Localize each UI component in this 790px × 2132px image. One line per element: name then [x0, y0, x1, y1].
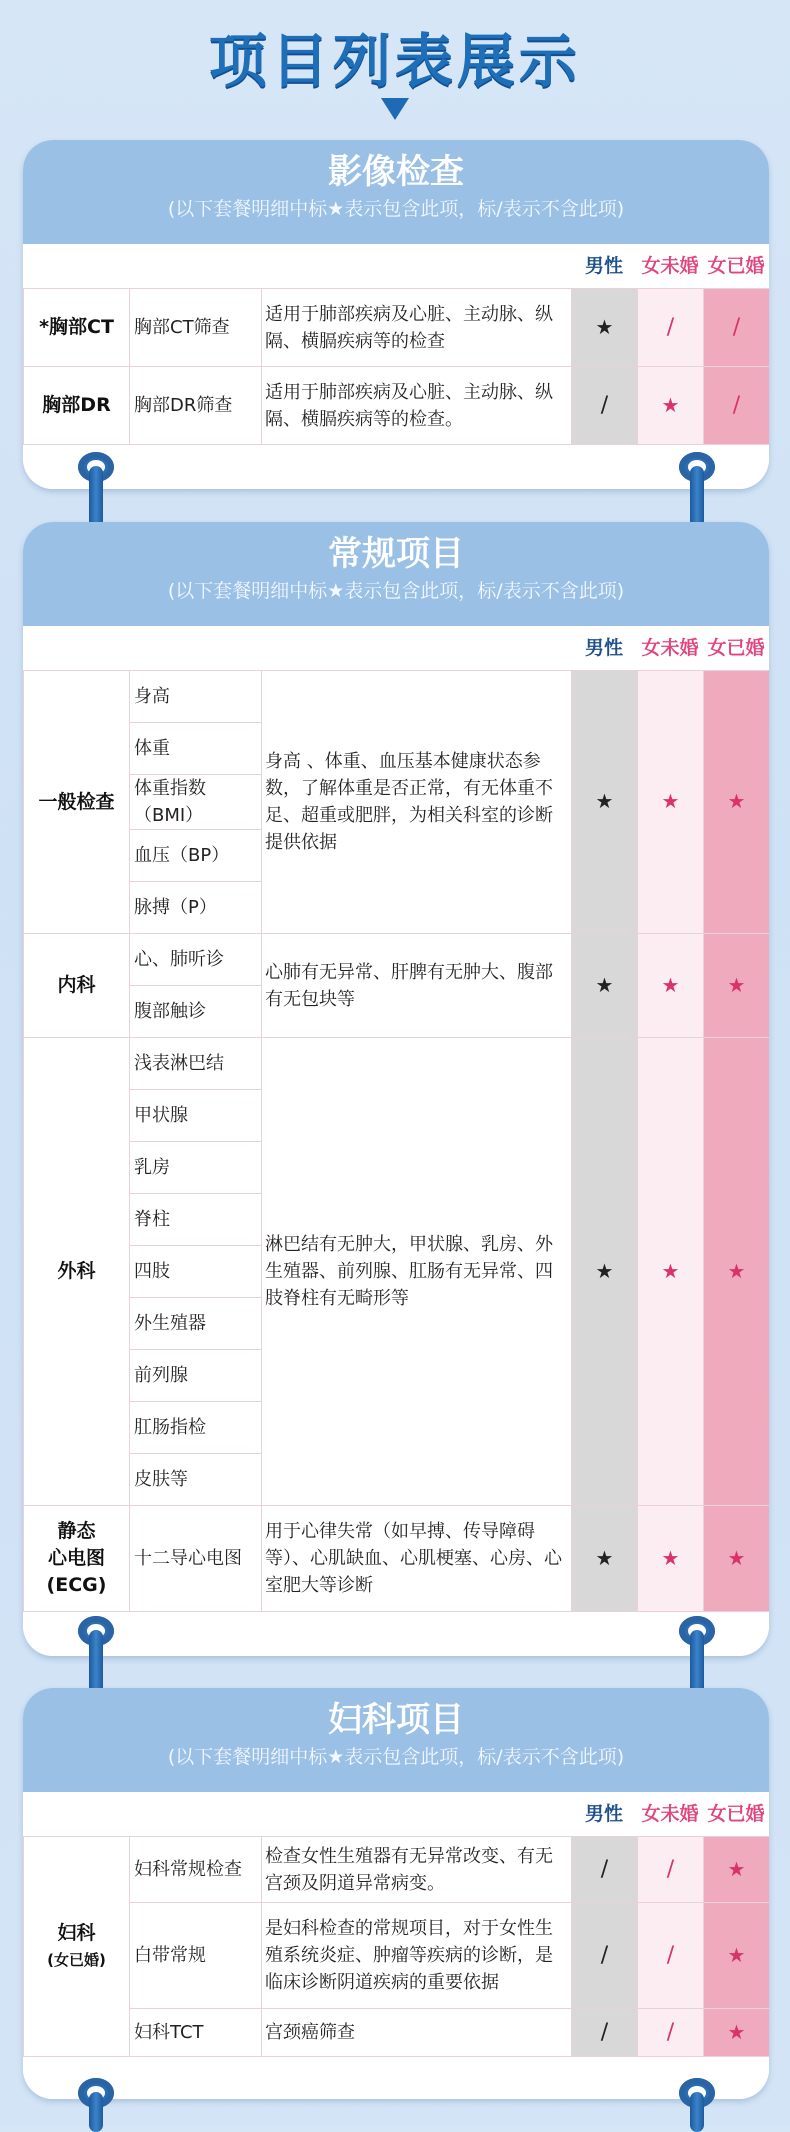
- item-cell: 前列腺: [130, 1350, 262, 1402]
- binder-bar: [89, 2092, 103, 2132]
- gynecology-card: [23, 1688, 769, 2099]
- description-cell: 身高 、体重、血压基本健康状态参数，了解体重是否正常，有无体重不足、超重或肥胖，为相关科室的诊断提供依据: [262, 671, 572, 934]
- item-cell: 血压（BP）: [130, 830, 262, 882]
- star-icon: ★: [595, 972, 614, 997]
- card-header: [23, 522, 769, 626]
- column-female-single: 女未婚: [641, 255, 699, 277]
- imaging-card: [23, 140, 769, 489]
- category-cell: 一般检查: [24, 671, 130, 934]
- star-icon: ★: [595, 1545, 614, 1570]
- table-row: [24, 1837, 770, 1903]
- item-cell: 外生殖器: [130, 1298, 262, 1350]
- card-header: [23, 1688, 769, 1792]
- star-icon: ★: [661, 392, 680, 417]
- description-cell: 宫颈癌筛查: [262, 2009, 572, 2057]
- star-icon: ★: [727, 1258, 746, 1283]
- section-subtitle: (以下套餐明细中标★表示包含此项，标/表示不含此项): [167, 198, 625, 220]
- card-header: [23, 140, 769, 244]
- item-cell: 四肢: [130, 1246, 262, 1298]
- item-cell: 体重指数（BMI）: [130, 775, 262, 830]
- category-cell: *胸部CT: [24, 289, 130, 367]
- imaging-table: [23, 288, 769, 445]
- section-subtitle: (以下套餐明细中标★表示包含此项，标/表示不含此项): [167, 1746, 625, 1768]
- category-cell: 静态 心电图 (ECG): [24, 1506, 130, 1612]
- description-cell: 是妇科检查的常规项目，对于女性生殖系统炎症、肿瘤等疾病的诊断，是临床诊断阴道疾病的重要依据: [262, 1903, 572, 2009]
- item-cell: 十二导心电图: [130, 1506, 262, 1612]
- table-row: [24, 671, 770, 723]
- table-row: [24, 1903, 770, 2009]
- item-cell: 妇科常规检查: [130, 1837, 262, 1903]
- slash-icon: /: [600, 1942, 609, 1968]
- slash-icon: /: [600, 392, 609, 418]
- column-female-married: 女已婚: [707, 1803, 765, 1825]
- column-female-single: 女未婚: [641, 1803, 699, 1825]
- routine-card: [23, 522, 769, 1656]
- slash-icon: /: [666, 1856, 675, 1882]
- item-cell: 妇科TCT: [130, 2009, 262, 2057]
- item-cell: 脉搏（P）: [130, 882, 262, 934]
- section-title: 常规项目: [328, 534, 464, 574]
- binder-bar: [690, 2092, 704, 2132]
- item-cell: 乳房: [130, 1142, 262, 1194]
- description-cell: 检查女性生殖器有无异常改变、有无宫颈及阴道异常病变。: [262, 1837, 572, 1903]
- star-icon: ★: [727, 2019, 746, 2044]
- table-row: [24, 1506, 770, 1612]
- star-icon: ★: [595, 314, 614, 339]
- table-row: [24, 2009, 770, 2057]
- column-male: 男性: [584, 1803, 623, 1825]
- item-cell: 胸部DR筛查: [130, 367, 262, 445]
- item-cell: 身高: [130, 671, 262, 723]
- description-cell: 适用于肺部疾病及心脏、主动脉、纵隔、横膈疾病等的检查: [262, 289, 572, 367]
- star-icon: ★: [661, 1258, 680, 1283]
- item-cell: 脊柱: [130, 1194, 262, 1246]
- slash-icon: /: [732, 392, 741, 418]
- item-cell: 体重: [130, 723, 262, 775]
- item-cell: 皮肤等: [130, 1454, 262, 1506]
- slash-icon: /: [600, 1856, 609, 1882]
- star-icon: ★: [727, 789, 746, 813]
- item-cell: 腹部触诊: [130, 986, 262, 1038]
- column-header: [23, 244, 769, 288]
- star-icon: ★: [727, 972, 746, 997]
- slash-icon: /: [732, 314, 741, 340]
- column-female-married: 女已婚: [707, 255, 765, 277]
- description-cell: 适用于肺部疾病及心脏、主动脉、纵隔、横膈疾病等的检查。: [262, 367, 572, 445]
- star-icon: ★: [727, 1942, 746, 1967]
- star-icon: ★: [661, 1545, 680, 1570]
- column-female-married: 女已婚: [707, 637, 765, 659]
- column-header: [23, 1792, 769, 1836]
- table-row: [24, 367, 770, 445]
- item-cell: 白带常规: [130, 1903, 262, 2009]
- star-icon: ★: [661, 972, 680, 997]
- category-cell: 妇科 (女已婚): [24, 1837, 130, 2057]
- section-subtitle: (以下套餐明细中标★表示包含此项，标/表示不含此项): [167, 580, 625, 602]
- item-cell: 浅表淋巴结: [130, 1038, 262, 1090]
- star-icon: ★: [595, 789, 614, 813]
- category-cell: 外科: [24, 1038, 130, 1506]
- table-row: [24, 1038, 770, 1090]
- page-title: 项目列表展示: [208, 27, 581, 95]
- slash-icon: /: [666, 2019, 675, 2045]
- item-cell: 肛肠指检: [130, 1402, 262, 1454]
- slash-icon: /: [666, 314, 675, 340]
- description-cell: 心肺有无异常、肝脾有无肿大、腹部有无包块等: [262, 934, 572, 1038]
- description-cell: 用于心律失常（如早搏、传导障碍等）、心肌缺血、心肌梗塞、心房、心室肥大等诊断: [262, 1506, 572, 1612]
- star-icon: ★: [727, 1545, 746, 1570]
- item-cell: 胸部CT筛查: [130, 289, 262, 367]
- item-cell: 心、肺听诊: [130, 934, 262, 986]
- slash-icon: /: [666, 1942, 675, 1968]
- table-row: [24, 289, 770, 367]
- table-row: [24, 934, 770, 986]
- section-title: 影像检查: [328, 152, 464, 192]
- slash-icon: /: [600, 2019, 609, 2045]
- routine-table: [23, 670, 769, 1612]
- star-icon: ★: [595, 1258, 614, 1283]
- column-header: [23, 626, 769, 670]
- description-cell: 淋巴结有无肿大，甲状腺、乳房、外生殖器、前列腺、肛肠有无异常、四肢脊柱有无畸形等: [262, 1038, 572, 1506]
- section-title: 妇科项目: [328, 1700, 464, 1740]
- column-male: 男性: [584, 637, 623, 659]
- column-male: 男性: [584, 255, 623, 277]
- column-female-single: 女未婚: [641, 637, 699, 659]
- star-icon: ★: [661, 789, 680, 813]
- down-arrow-icon: [381, 98, 409, 120]
- category-cell: 内科: [24, 934, 130, 1038]
- gynecology-table: [23, 1836, 769, 2057]
- item-cell: 甲状腺: [130, 1090, 262, 1142]
- category-cell: 胸部DR: [24, 367, 130, 445]
- star-icon: ★: [727, 1856, 746, 1881]
